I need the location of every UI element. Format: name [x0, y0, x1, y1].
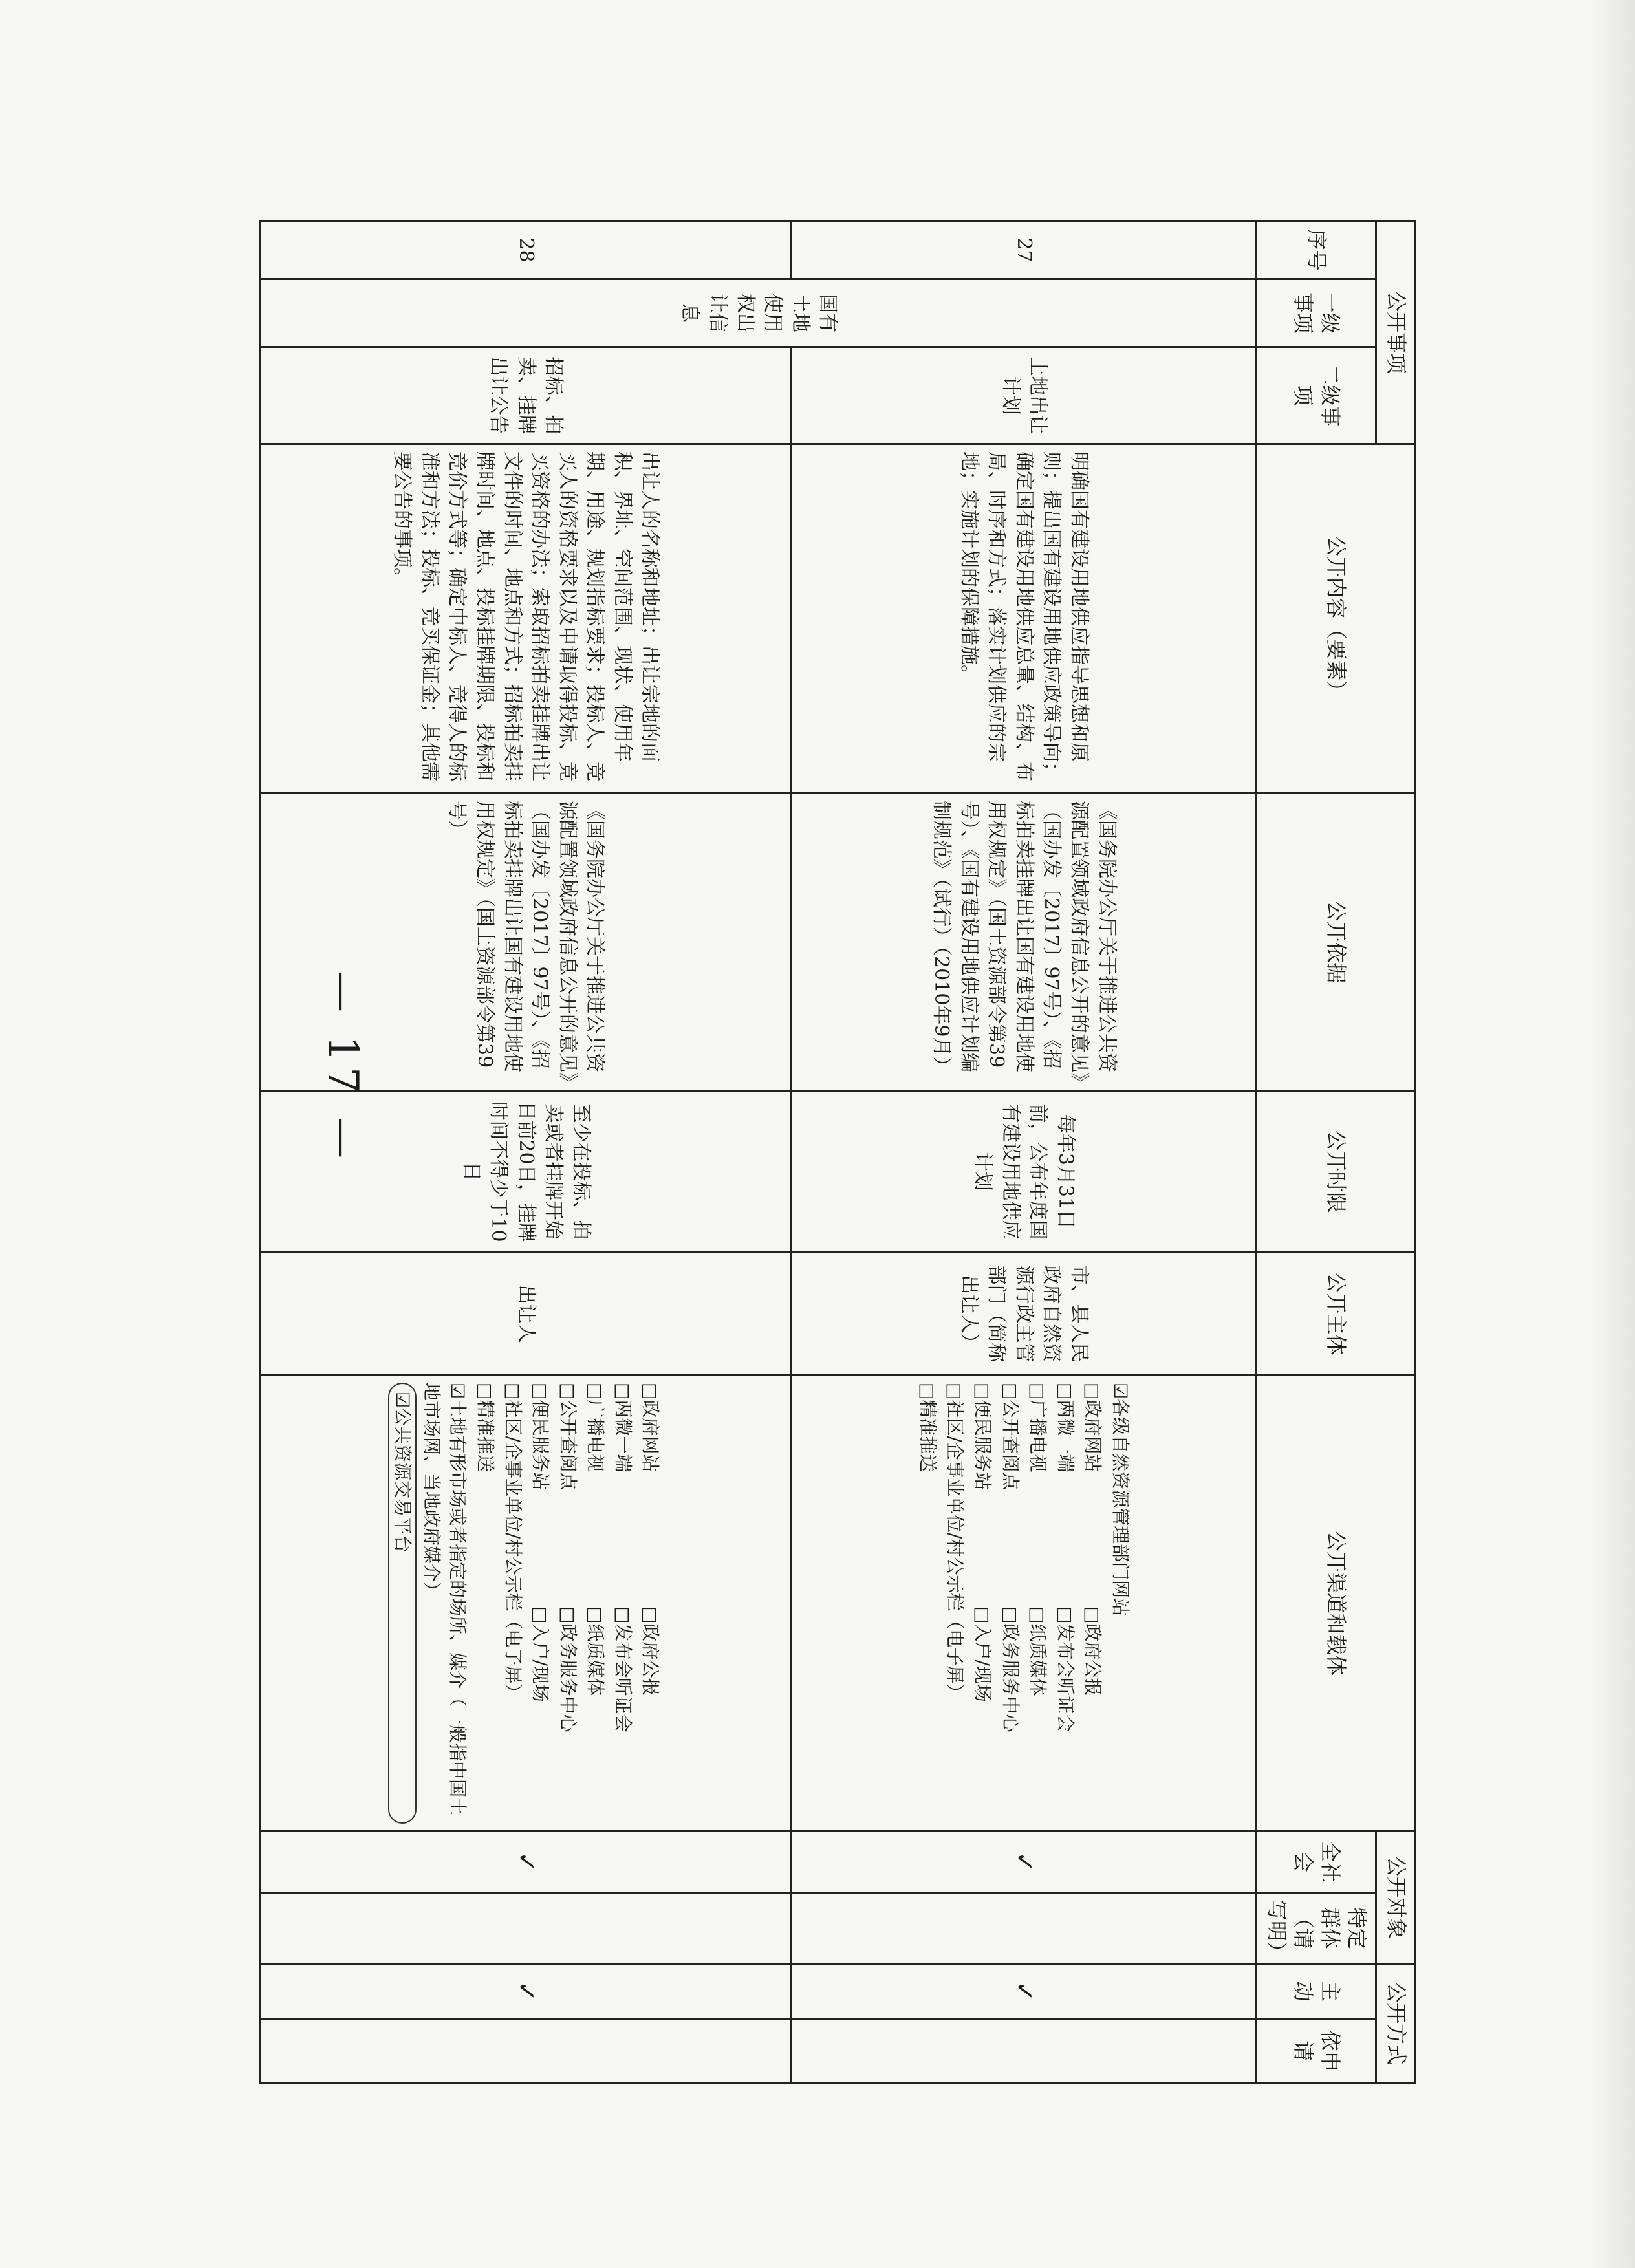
channel-option: ☑土地有形市场或者指定的场所、媒介（一般指中国土地市场网、当地政府媒介） [420, 1383, 469, 1816]
channel-option: □公开查阅点 [557, 1383, 579, 1491]
content-cell: 出让人的名称和地址；出让宗地的面积、界址、空间范围、现状、使用年期、用途、规划指标要求；投标人、竞买人的资格要求以及申请取得投标、竞买资格的办法；索取招标拍卖挂牌出让文件的时间、地点和方式；招标拍卖挂牌时间、地点、投标挂牌期限、投标和竞价方式等；确定中标人、竞得人的标准和方法；投标、竞买保证金；其他需要公告的事项。 [261, 444, 791, 794]
disclosure-table [259, 220, 1416, 2084]
header-public-target: 公开对象 [1376, 1831, 1416, 1964]
channel-option: □精准推送 [474, 1383, 496, 1473]
disclosure-table-rotated [291, 220, 1416, 2082]
level1-cell: 国有土地使用权出让信息 [261, 279, 1257, 347]
header-seq: 序号 [1257, 221, 1376, 279]
channel-option: □政府公报 [640, 1606, 662, 1696]
header-time-limit: 公开时限 [1257, 1091, 1416, 1253]
channel-option: □发布会听证会 [612, 1606, 634, 1733]
basis-cell: 《国务院办公厅关于推进公共资源配置领域政府信息公开的意见》（国办发〔2017〕97号）、《招标拍卖挂牌出让国有建设用地使用权规定》（国土资源部令第39号） [261, 794, 791, 1091]
channel-option: □政府公报 [1082, 1606, 1104, 1696]
whole-society-cell: ✓ [261, 1831, 791, 1893]
channel-list-27 [914, 1383, 1133, 1824]
header-whole-society: 全社会 [1257, 1831, 1376, 1893]
header-subject: 公开主体 [1257, 1253, 1416, 1376]
channel-option: □广播电视 [585, 1383, 607, 1473]
specific-group-cell [791, 1893, 1257, 1964]
header-level2: 二级事项 [1257, 347, 1376, 444]
channel-option: □政务服务中心 [999, 1606, 1021, 1733]
channel-option: □纸质媒体 [1027, 1606, 1049, 1696]
header-channels: 公开渠道和载体 [1257, 1376, 1416, 1831]
channel-option: □两微一端 [1054, 1383, 1076, 1473]
header-basis: 公开依据 [1257, 794, 1416, 1091]
channel-option: □便民服务站 [971, 1383, 993, 1491]
time-limit-cell: 每年3月31日前，公布年度国有建设用地供应计划 [791, 1091, 1257, 1253]
channels-cell [261, 1376, 791, 1831]
header-public-items: 公开事项 [1376, 221, 1416, 444]
channel-option: ☑各级自然资源管理部门网站 [1109, 1383, 1131, 1617]
channel-option: □纸质媒体 [585, 1606, 607, 1696]
on-request-cell [791, 2019, 1257, 2084]
channel-list-28 [388, 1383, 664, 1824]
proactive-cell: ✓ [261, 1964, 791, 2019]
table-row-27 [791, 221, 1257, 2084]
channel-option: □政务服务中心 [557, 1606, 579, 1733]
header-row-1 [1376, 221, 1416, 2084]
header-level1: 一级事项 [1257, 279, 1376, 347]
time-limit-cell: 至少在投标、拍卖或者挂牌开始日前20日，挂牌时间不得少于10日 [261, 1091, 791, 1253]
channel-option: □便民服务站 [530, 1383, 552, 1491]
header-public-method: 公开方式 [1376, 1964, 1416, 2084]
subject-cell: 出让人 [261, 1253, 791, 1376]
channels-cell [791, 1376, 1257, 1831]
on-request-cell [261, 2019, 791, 2084]
channel-option: □精准推送 [916, 1383, 938, 1473]
channel-option: □入户/现场 [530, 1606, 552, 1702]
channel-option: □两微一端 [612, 1383, 634, 1473]
header-proactive: 主动 [1257, 1964, 1376, 2019]
content-cell: 明确国有建设用地供应指导思想和原则；提出国有建设用地供应政策导向；确定国有建设用地供应总量、结构、布局、时序和方式；落实计划供应的宗地；实施计划的保障措施。 [791, 444, 1257, 794]
whole-society-cell: ✓ [791, 1831, 1257, 1893]
channel-option: □发布会听证会 [1054, 1606, 1076, 1733]
specific-group-cell [261, 1893, 791, 1964]
channel-option: □入户/现场 [971, 1606, 993, 1702]
page-number: — 17 — [319, 970, 367, 1164]
channel-option: ☑公共资源交易平台 [388, 1383, 417, 1824]
seq-cell: 28 [261, 221, 791, 279]
subject-cell: 市、县人民政府自然资源行政主管部门（简称出让人） [791, 1253, 1257, 1376]
channel-option: □政府网站 [1082, 1383, 1104, 1473]
basis-cell: 《国务院办公厅关于推进公共资源配置领域政府信息公开的意见》（国办发〔2017〕97号）、《招标拍卖挂牌出让国有建设用地使用权规定》（国土资源部令第39号）、《国有建设用地供应计划编制规范》（试行）（2010年9月） [791, 794, 1257, 1091]
level2-cell: 土地出让计划 [791, 347, 1257, 444]
proactive-cell: ✓ [791, 1964, 1257, 2019]
header-specific-group: 特定群体（请写明） [1257, 1893, 1376, 1964]
channel-option: □社区/企事业单位/村公示栏（电子屏） [502, 1383, 524, 1702]
seq-cell: 27 [791, 221, 1257, 279]
channel-option: □政府网站 [640, 1383, 662, 1473]
channel-option: □社区/企事业单位/村公示栏（电子屏） [944, 1383, 966, 1702]
channel-option: □公开查阅点 [999, 1383, 1021, 1491]
channel-option: □广播电视 [1027, 1383, 1049, 1473]
level2-cell: 招标、拍卖、挂牌出让公告 [261, 347, 791, 444]
header-content: 公开内容（要素） [1257, 444, 1416, 794]
paper-edge-shadow [1590, 0, 1635, 2268]
header-on-request: 依申请 [1257, 2019, 1376, 2084]
